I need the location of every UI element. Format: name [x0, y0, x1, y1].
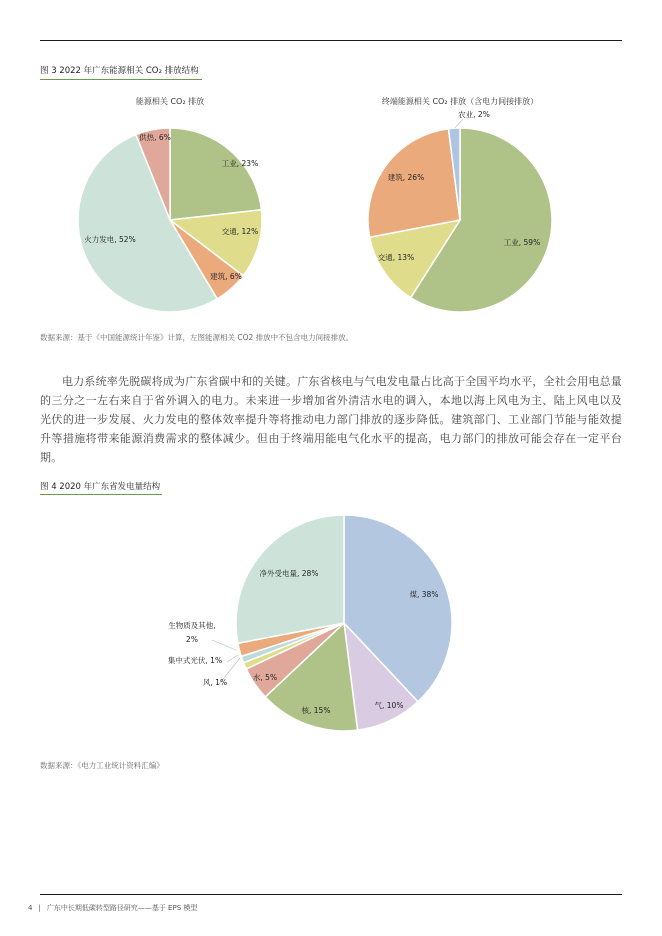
pie-slice	[236, 515, 344, 643]
pie-label: 交通, 13%	[377, 253, 415, 262]
pie-label: 生物质及其他,	[168, 621, 216, 630]
figure3-title: 图 3 2022 年广东能源相关 CO₂ 排放结构	[40, 66, 199, 76]
pie-label: 气, 10%	[374, 701, 404, 710]
pie-label: 水, 5%	[252, 673, 278, 682]
pie-label: 风, 1%	[202, 678, 228, 687]
pie-chart-2	[368, 109, 552, 312]
pie-chart-1	[78, 128, 262, 312]
pie-label: 煤, 38%	[409, 590, 439, 599]
pie-label: 工业, 59%	[503, 238, 541, 247]
leader-line	[212, 640, 236, 650]
page-number: 4	[28, 904, 33, 912]
pie-label: 核, 15%	[301, 706, 331, 715]
figure3-right-subtitle: 终端能源相关 CO₂ 排放（含电力间接排放）	[381, 97, 539, 106]
figure3-source: 数据来源：基于《中国能源统计年鉴》计算，左图能源相关 CO2 排放中不包含电力间接排放。	[40, 333, 354, 342]
figure4-source: 数据来源：《电力工业统计资料汇编》	[40, 761, 164, 770]
pie-label: 集中式光伏, 1%	[167, 656, 223, 665]
figure4-title-underline	[40, 494, 162, 495]
pie-label: 供热, 6%	[139, 133, 171, 142]
footer-rule	[40, 894, 622, 895]
pie-chart-3	[168, 515, 452, 731]
pie-slice	[170, 128, 261, 220]
pie-label: 农业, 2%	[458, 110, 490, 119]
figure3-left-subtitle: 能源相关 CO₂ 排放	[135, 97, 205, 106]
pie-slice	[368, 129, 460, 238]
leader-line	[227, 655, 238, 662]
pie-label: 建筑, 6%	[210, 272, 242, 281]
pie-label: 工业, 23%	[221, 159, 259, 168]
leader-line	[455, 119, 463, 128]
pie-label: 2%	[186, 635, 198, 644]
pie-label: 净外受电量, 28%	[259, 569, 319, 578]
figure4-title: 图 4 2020 年广东省发电量结构	[40, 482, 161, 492]
body-paragraph: 电力系统率先脱碳将成为广东省碳中和的关键。广东省核电与气电发电量占比高于全国平均水平，全社会用电总量的三分之一左右来自于省外调入的电力。未来进一步增加省外清洁水电的调入，本地以海上风电为主、陆上风电以及光伏的进一步发展、火力发电的整体效率提升等将推动电力部门排放的逐步降低。建筑部门、工业部门节能与能效提升等措施将带来能源消费需求的整体减少。但由于终端用能电气化水平的提高，电力部门的排放可能会存在一定平台期。	[40, 375, 622, 464]
footer-separator: |	[38, 904, 41, 912]
pie-label: 交通, 12%	[221, 227, 259, 236]
footer	[28, 903, 197, 913]
pie-label: 建筑, 26%	[387, 173, 425, 182]
footer-text: 广东中长期低碳转型路径研究——基于 EPS 模型	[46, 904, 198, 912]
pie-label: 火力发电, 52%	[84, 235, 136, 244]
